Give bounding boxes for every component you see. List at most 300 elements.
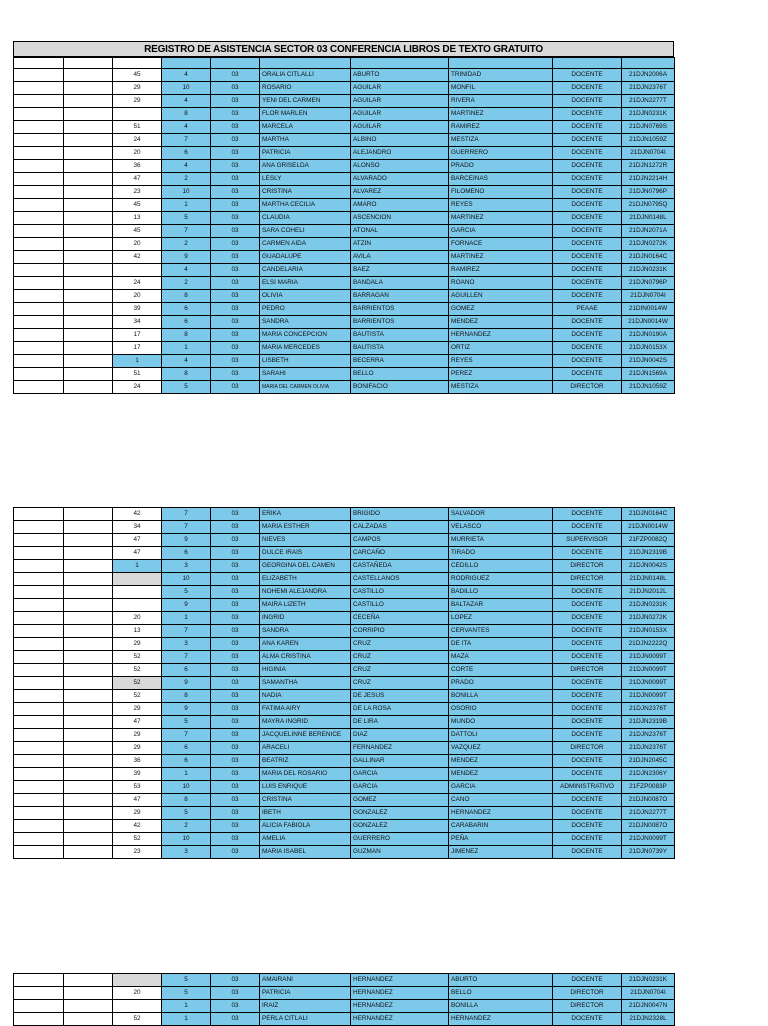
sector-code-cell: 03 [211,82,260,95]
col-blank-b [64,768,113,781]
row-number-cell: 7 [162,134,211,147]
sector-number-cell: 47 [113,716,162,729]
col-blank-a [14,534,64,547]
paternal-surname-cell: HERNANDEZ [351,987,449,1000]
row-number-cell: 1 [162,1013,211,1026]
row-number-cell: 5 [162,807,211,820]
maternal-surname-cell: FILOMENO [449,186,553,199]
role-cell: DOCENTE [553,612,622,625]
attendance-table [13,973,675,1026]
sector-code-cell: 03 [211,664,260,677]
col-blank-a [14,381,64,394]
col-blank-a [14,1000,64,1013]
sector-code-cell: 03 [211,974,260,987]
maternal-surname-cell: RODRIGUEZ [449,573,553,586]
col-blank-a [14,160,64,173]
paternal-surname-cell: BAEZ [351,264,449,277]
first-name-cell: ALICIA FABIOLA [260,820,351,833]
col-blank-b [64,586,113,599]
first-name-cell: SANDRA [260,316,351,329]
sector-code-cell: 03 [211,238,260,251]
paternal-surname-cell: CASTILLO [351,599,449,612]
paternal-surname-cell: BARRIENTOS [351,316,449,329]
col-blank-b [64,677,113,690]
col-blank-a [14,508,64,521]
sector-number-cell: 45 [113,225,162,238]
first-name-cell: BEATRIZ [260,755,351,768]
maternal-surname-cell: PRADO [449,160,553,173]
first-name-cell: CLAUDIA [260,212,351,225]
maternal-surname-cell: MESTIZA [449,381,553,394]
table-row [14,794,675,807]
first-name-cell: ROSARIO [260,82,351,95]
maternal-surname-cell: MENDEZ [449,768,553,781]
sector-number-cell: 52 [113,664,162,677]
row-number-cell: 8 [162,690,211,703]
first-name-cell: PATRICIA [260,147,351,160]
row-number-cell: 6 [162,303,211,316]
paternal-surname-cell: DE LA ROSA [351,703,449,716]
sector-code-cell: 03 [211,147,260,160]
col-blank-b [64,173,113,186]
row-number-cell: 3 [162,560,211,573]
sector-number-cell: 24 [113,277,162,290]
maternal-surname-cell: CORTE [449,664,553,677]
paternal-surname-cell: BANDALA [351,277,449,290]
sector-code-cell: 03 [211,381,260,394]
col-blank-a [14,264,64,277]
paternal-surname-cell: GARCIA [351,781,449,794]
sector-code-cell: 03 [211,303,260,316]
sector-code-cell: 03 [211,573,260,586]
school-code-cell: 21DJN0099T [622,651,675,664]
school-code-cell: 21DJN0042S [622,355,675,368]
row-number-cell: 10 [162,781,211,794]
col-blank-a [14,755,64,768]
col-blank-b [64,121,113,134]
maternal-surname-cell: CARABARIN [449,820,553,833]
sector-code-cell: 03 [211,69,260,82]
sector-code-cell: 03 [211,277,260,290]
first-name-cell: CARMEN AIDA [260,238,351,251]
col-blank-b [64,251,113,264]
row-number-cell: 4 [162,355,211,368]
role-cell: DOCENTE [553,69,622,82]
table-row [14,768,675,781]
school-code-cell: 21DJN2376T [622,729,675,742]
paternal-surname-cell: ALONSO [351,160,449,173]
role-cell: PEAAE [553,303,622,316]
first-name-cell: ORALIA CITLALLI [260,69,351,82]
maternal-surname-cell: CERVANTES [449,625,553,638]
school-code-cell: 21DJN0796P [622,277,675,290]
blank-cell [64,58,113,69]
maternal-surname-cell: REYES [449,199,553,212]
sector-number-cell: 20 [113,290,162,303]
table-row [14,186,675,199]
role-cell: DOCENTE [553,716,622,729]
maternal-surname-cell: AGUILLEN [449,290,553,303]
col-blank-b [64,703,113,716]
maternal-surname-cell: MAZA [449,651,553,664]
paternal-surname-cell: BONIFACIO [351,381,449,394]
paternal-surname-cell: AGUILAR [351,121,449,134]
col-blank-b [64,833,113,846]
maternal-surname-cell: HERNANDEZ [449,807,553,820]
col-blank-a [14,807,64,820]
row-number-cell: 5 [162,987,211,1000]
row-number-cell: 8 [162,368,211,381]
first-name-cell: MARIA CONCEPCION [260,329,351,342]
paternal-surname-cell: BARRIENTOS [351,303,449,316]
school-code-cell: 21DJN2376T [622,82,675,95]
maternal-surname-cell: ORTIZ [449,342,553,355]
school-code-cell: 21DJN0739Y [622,846,675,859]
paternal-surname-cell: CORRIPIO [351,625,449,638]
table-row [14,573,675,586]
maternal-surname-cell: RAMIREZ [449,121,553,134]
attendance-sheet-3 [13,973,674,1026]
table-row [14,729,675,742]
row-number-cell: 1 [162,1000,211,1013]
table-row [14,586,675,599]
sector-number-cell: 42 [113,508,162,521]
school-code-cell: 21DJN2006A [622,69,675,82]
maternal-surname-cell: TRINIDAD [449,69,553,82]
table-row [14,225,675,238]
table-row [14,599,675,612]
first-name-cell: SANDRA [260,625,351,638]
first-name-cell: PEDRO [260,303,351,316]
table-row [14,108,675,121]
sector-code-cell: 03 [211,651,260,664]
maternal-surname-cell: DE ITA [449,638,553,651]
row-number-cell: 2 [162,277,211,290]
sector-number-cell: 45 [113,199,162,212]
role-cell: DOCENTE [553,147,622,160]
row-number-cell: 5 [162,974,211,987]
sector-number-cell: 23 [113,846,162,859]
maternal-surname-cell: MESTIZA [449,134,553,147]
first-name-cell: MARTHA [260,134,351,147]
row-number-cell: 1 [162,199,211,212]
table-row [14,560,675,573]
col-blank-a [14,794,64,807]
role-cell: DIRECTOR [553,742,622,755]
col-blank-b [64,147,113,160]
school-code-cell: 21DJN0704I [622,987,675,1000]
paternal-surname-cell: AGUILAR [351,108,449,121]
col-blank-a [14,833,64,846]
school-code-cell: 21DJN0099T [622,677,675,690]
sector-code-cell: 03 [211,355,260,368]
col-blank-a [14,290,64,303]
first-name-cell: ERIKA [260,508,351,521]
col-blank-a [14,638,64,651]
maternal-surname-cell: RAMIREZ [449,264,553,277]
first-name-cell: ALMA CRISTINA [260,651,351,664]
school-code-cell: 21DJN2277T [622,807,675,820]
col-blank-a [14,82,64,95]
role-cell: DOCENTE [553,846,622,859]
first-name-cell: PATRICIA [260,987,351,1000]
sector-code-cell: 03 [211,794,260,807]
sector-code-cell: 03 [211,1000,260,1013]
school-code-cell: 21DJN2306Y [622,768,675,781]
school-code-cell: 21DJN2214H [622,173,675,186]
col-blank-a [14,147,64,160]
school-code-cell: 21DJN1272R [622,160,675,173]
table-row [14,95,675,108]
table-row [14,781,675,794]
col-blank-b [64,212,113,225]
table-row [14,846,675,859]
sector-number-cell: 29 [113,638,162,651]
first-name-cell: MARIA ESTHER [260,521,351,534]
col-blank-b [64,573,113,586]
paternal-surname-cell: ALEJANDRO [351,147,449,160]
col-blank-b [64,846,113,859]
table-row [14,807,675,820]
row-number-cell: 6 [162,742,211,755]
col-blank-b [64,742,113,755]
col-blank-a [14,355,64,368]
sector-number-cell [113,974,162,987]
paternal-surname-cell: CAMPOS [351,534,449,547]
school-code-cell: 21DJN0042S [622,560,675,573]
blank-cell [14,58,64,69]
role-cell: DOCENTE [553,638,622,651]
sector-number-cell: 29 [113,82,162,95]
maternal-surname-cell: VAZQUEZ [449,742,553,755]
school-code-cell: 21DJN2071A [622,225,675,238]
role-cell: DOCENTE [553,82,622,95]
row-number-cell: 1 [162,342,211,355]
role-cell: DOCENTE [553,121,622,134]
maternal-surname-cell: GOMEZ [449,303,553,316]
sector-number-cell: 1 [113,355,162,368]
table-row [14,238,675,251]
role-cell: DOCENTE [553,95,622,108]
col-blank-a [14,781,64,794]
row-number-cell: 5 [162,716,211,729]
sector-code-cell: 03 [211,225,260,238]
sector-number-cell: 51 [113,368,162,381]
sector-number-cell: 29 [113,742,162,755]
sector-code-cell: 03 [211,612,260,625]
row-number-cell: 4 [162,69,211,82]
col-blank-b [64,664,113,677]
role-cell: DOCENTE [553,238,622,251]
sector-number-cell: 23 [113,186,162,199]
school-code-cell: 21DJN2012L [622,586,675,599]
paternal-surname-cell: CASTELLANOS [351,573,449,586]
role-cell: DOCENTE [553,290,622,303]
row-number-cell: 4 [162,160,211,173]
table-row [14,134,675,147]
table-row [14,329,675,342]
maternal-surname-cell: HERNANDEZ [449,1013,553,1026]
sector-code-cell: 03 [211,95,260,108]
paternal-surname-cell: GONZALEZ [351,807,449,820]
first-name-cell: GUADALUPE [260,251,351,264]
maternal-surname-cell: DATTOLI [449,729,553,742]
row-number-cell: 10 [162,833,211,846]
sector-code-cell: 03 [211,677,260,690]
sector-number-cell: 39 [113,303,162,316]
col-blank-a [14,329,64,342]
maternal-surname-cell: HERNANDEZ [449,329,553,342]
first-name-cell: IBETH [260,807,351,820]
first-name-cell: MARIA MERCEDES [260,342,351,355]
paternal-surname-cell: CASTILLO [351,586,449,599]
school-code-cell: 21DJN0153X [622,625,675,638]
sector-code-cell: 03 [211,599,260,612]
sector-number-cell: 20 [113,987,162,1000]
paternal-surname-cell: BARRAGAN [351,290,449,303]
paternal-surname-cell: GUZMAN [351,846,449,859]
row-number-cell: 4 [162,95,211,108]
role-cell: DOCENTE [553,521,622,534]
school-code-cell: 21DJN0153X [622,342,675,355]
table-row [14,251,675,264]
sector-code-cell: 03 [211,521,260,534]
col-blank-b [64,316,113,329]
table-row [14,173,675,186]
row-number-cell: 2 [162,238,211,251]
sector-number-cell: 47 [113,534,162,547]
paternal-surname-cell: HERNANDEZ [351,1013,449,1026]
sector-code-cell: 03 [211,742,260,755]
table-row [14,342,675,355]
col-blank-b [64,716,113,729]
paternal-surname-cell: DE LIRA [351,716,449,729]
role-cell: DOCENTE [553,368,622,381]
table-row [14,820,675,833]
row-number-cell: 9 [162,251,211,264]
col-blank-b [64,807,113,820]
role-cell: DOCENTE [553,586,622,599]
col-blank-b [64,368,113,381]
blank-cell [162,58,211,69]
col-blank-a [14,677,64,690]
sector-code-cell: 03 [211,586,260,599]
sector-code-cell: 03 [211,987,260,1000]
paternal-surname-cell: GOMEZ [351,794,449,807]
sector-number-cell: 53 [113,781,162,794]
school-code-cell: 21DJN0796P [622,186,675,199]
sector-code-cell: 03 [211,807,260,820]
col-blank-a [14,173,64,186]
first-name-cell: ANA GRISELDA [260,160,351,173]
blank-cell [113,58,162,69]
col-blank-a [14,95,64,108]
role-cell: DOCENTE [553,277,622,290]
col-blank-a [14,716,64,729]
role-cell: DOCENTE [553,833,622,846]
sector-code-cell: 03 [211,534,260,547]
school-code-cell: 21DJN0148L [622,573,675,586]
first-name-cell: MARIA DEL ROSARIO [260,768,351,781]
sector-number-cell: 29 [113,807,162,820]
sector-number-cell: 24 [113,134,162,147]
row-number-cell: 6 [162,316,211,329]
row-number-cell: 6 [162,755,211,768]
table-row [14,974,675,987]
paternal-surname-cell: ALBINO [351,134,449,147]
sector-number-cell [113,264,162,277]
maternal-surname-cell: BARCEINAS [449,173,553,186]
role-cell: DIRECTOR [553,664,622,677]
first-name-cell: MARTHA CECILIA [260,199,351,212]
school-code-cell: 21DJN0272K [622,238,675,251]
maternal-surname-cell: ROANO [449,277,553,290]
col-blank-b [64,755,113,768]
first-name-cell: ELIZABETH [260,573,351,586]
sector-code-cell: 03 [211,638,260,651]
col-blank-a [14,134,64,147]
col-blank-a [14,108,64,121]
col-blank-b [64,651,113,664]
role-cell: DOCENTE [553,755,622,768]
role-cell: DOCENTE [553,599,622,612]
paternal-surname-cell: GUERRERO [351,833,449,846]
row-number-cell: 1 [162,612,211,625]
table-row [14,303,675,316]
sector-number-cell: 13 [113,212,162,225]
school-code-cell: 21DJN2277T [622,95,675,108]
sector-code-cell: 03 [211,820,260,833]
school-code-cell: 21FZP0082Q [622,534,675,547]
col-blank-b [64,277,113,290]
sector-code-cell: 03 [211,173,260,186]
sector-code-cell: 03 [211,134,260,147]
paternal-surname-cell: BAUTISTA [351,329,449,342]
row-number-cell: 3 [162,638,211,651]
sector-number-cell [113,1000,162,1013]
sector-number-cell: 45 [113,69,162,82]
school-code-cell: 21DJN0087O [622,794,675,807]
school-code-cell: 21DJN0769S [622,121,675,134]
col-blank-b [64,108,113,121]
table-row [14,651,675,664]
paternal-surname-cell: CARCAÑO [351,547,449,560]
table-row [14,677,675,690]
col-blank-a [14,342,64,355]
role-cell: DOCENTE [553,329,622,342]
role-cell: DIRECTOR [553,381,622,394]
col-blank-a [14,612,64,625]
sector-number-cell: 36 [113,160,162,173]
sector-code-cell: 03 [211,547,260,560]
col-blank-a [14,547,64,560]
school-code-cell: 21DJN2319B [622,547,675,560]
sector-code-cell: 03 [211,368,260,381]
col-blank-a [14,599,64,612]
paternal-surname-cell: ALVAREZ [351,186,449,199]
maternal-surname-cell: SALVADOR [449,508,553,521]
school-code-cell: 21DJN0190A [622,329,675,342]
col-blank-a [14,199,64,212]
sector-code-cell: 03 [211,342,260,355]
maternal-surname-cell: BONILLA [449,1000,553,1013]
table-row [14,277,675,290]
col-blank-b [64,160,113,173]
paternal-surname-cell: BELLO [351,368,449,381]
col-blank-b [64,820,113,833]
table-row [14,534,675,547]
table-row [14,290,675,303]
